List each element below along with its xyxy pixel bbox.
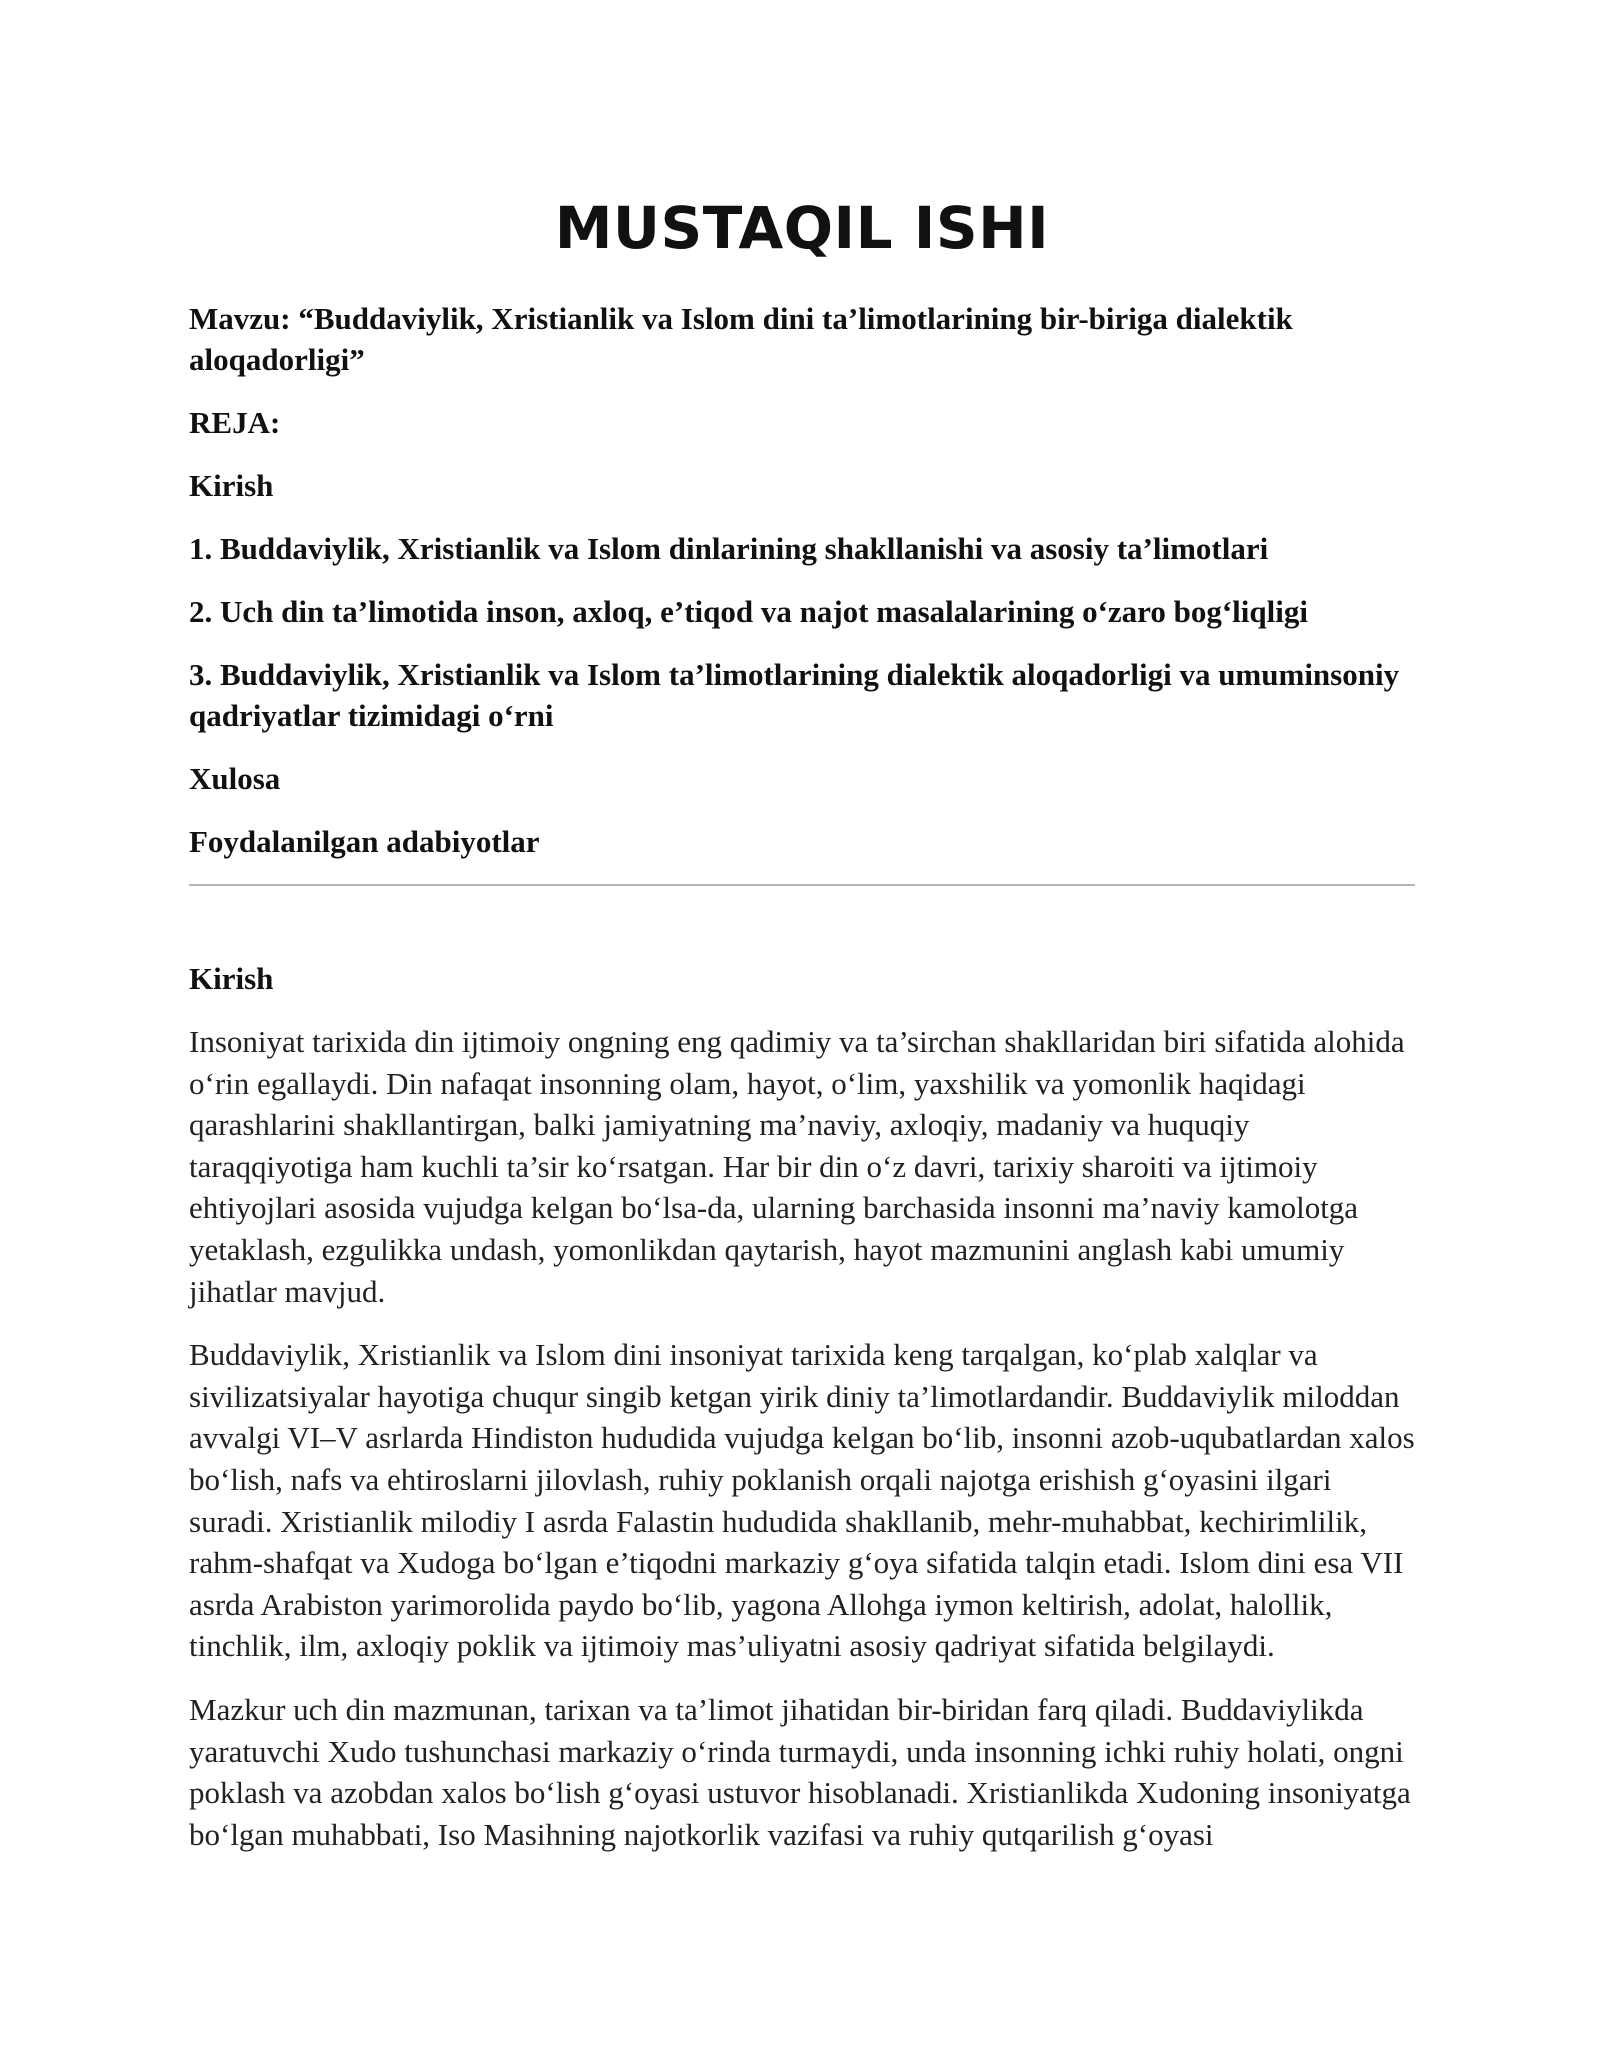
plan-item-3: 3. Buddaviylik, Xristianlik va Islom ta’limotlarining dialektik aloqadorligi va umuminsoniy qadriyatlar tizimidagi o‘rni [189,657,1400,733]
plan-item-references: Foydalanilgan adabiyotlar [189,824,540,859]
horizontal-divider [189,884,1415,886]
topic-line: Mavzu: “Buddaviylik, Xristianlik va Islom dini ta’limotlarining bir-biriga dialektik aloqadorligi” [189,301,1293,377]
plan-item-1: 1. Buddaviylik, Xristianlik va Islom dinlarining shakllanishi va asosiy ta’limotlari [189,531,1269,566]
section-heading: Kirish [189,961,274,996]
body-paragraph-1: Insoniyat tarixida din ijtimoiy ongning eng qadimiy va ta’sirchan shakllaridan biri sifatida alohida o‘rin egallaydi. Din nafaqat insonning olam, hayot, o‘lim, yaxshilik va yomonlik haqidagi qarashlarini shakllantirgan, balki jamiyatning ma’naviy, axloqiy, madaniy va huquqiy taraqqiyotiga ham kuchli ta’sir ko‘rsatgan. Har bir din o‘z davri, tarixiy sharoiti va ijtimoiy ehtiyojlari asosida vujudga kelgan bo‘lsa-da, ularning barchasida insonni ma’naviy kamolotga yetaklash, ezgulikka undash, yomonlikdan qaytarish, hayot mazmunini anglash kabi umumiy jihatlar mavjud. [189,1024,1405,1309]
plan-item-2: 2. Uch din ta’limotida inson, axloq, e’tiqod va najot masalalarining o‘zaro bog‘liqligi [189,594,1308,629]
body-paragraph-3: Mazkur uch din mazmunan, tarixan va ta’limot jihatidan bir-biridan farq qiladi. Buddaviylikda yaratuvchi Xudo tushunchasi markaziy o‘rinda turmaydi, unda insonning ichki ruhiy holati, ongni poklash va azobdan xalos bo‘lish g‘oyasi ustuvor hisoblanadi. Xristianlikda Xudoning insoniyatga bo‘lgan muhabbati, Iso Masihning najotkorlik vazifasi va ruhiy qutqarilish g‘oyasi [189,1691,1411,1852]
plan-item-intro: Kirish [189,468,274,503]
document-body [189,184,1415,1877]
plan-item-conclusion: Xulosa [189,761,281,796]
document-title: MUSTAQIL ISHI [554,194,1050,262]
plan-heading: REJA: [189,405,281,440]
body-paragraph-2: Buddaviylik, Xristianlik va Islom dini insoniyat tarixida keng tarqalgan, ko‘plab xalqlar va sivilizatsiyalar hayotiga chuqur singib ketgan yirik diniy ta’limotlardandir. Buddaviylik miloddan avvalgi VI–V asrlarda Hindiston hududida vujudga kelgan bo‘lib, insonni azob-uqubatlardan xalos bo‘lish, nafs va ehtiroslarni jilovlash, ruhiy poklanish orqali najotga erishish g‘oyasini ilgari suradi. Xristianlik milodiy I asrda Falastin hududida shakllanib, mehr-muhabbat, kechirimlilik, rahm-shafqat va Xudoga bo‘lgan e’tiqodni markaziy g‘oya sifatida talqin etadi. Islom dini esa VII asrda Arabiston yarimorolida paydo bo‘lib, yagona Allohga iymon keltirish, adolat, halollik, tinchlik, ilm, axloqiy poklik va ijtimoiy mas’uliyatni asosiy qadriyat sifatida belgilaydi. [189,1337,1415,1664]
